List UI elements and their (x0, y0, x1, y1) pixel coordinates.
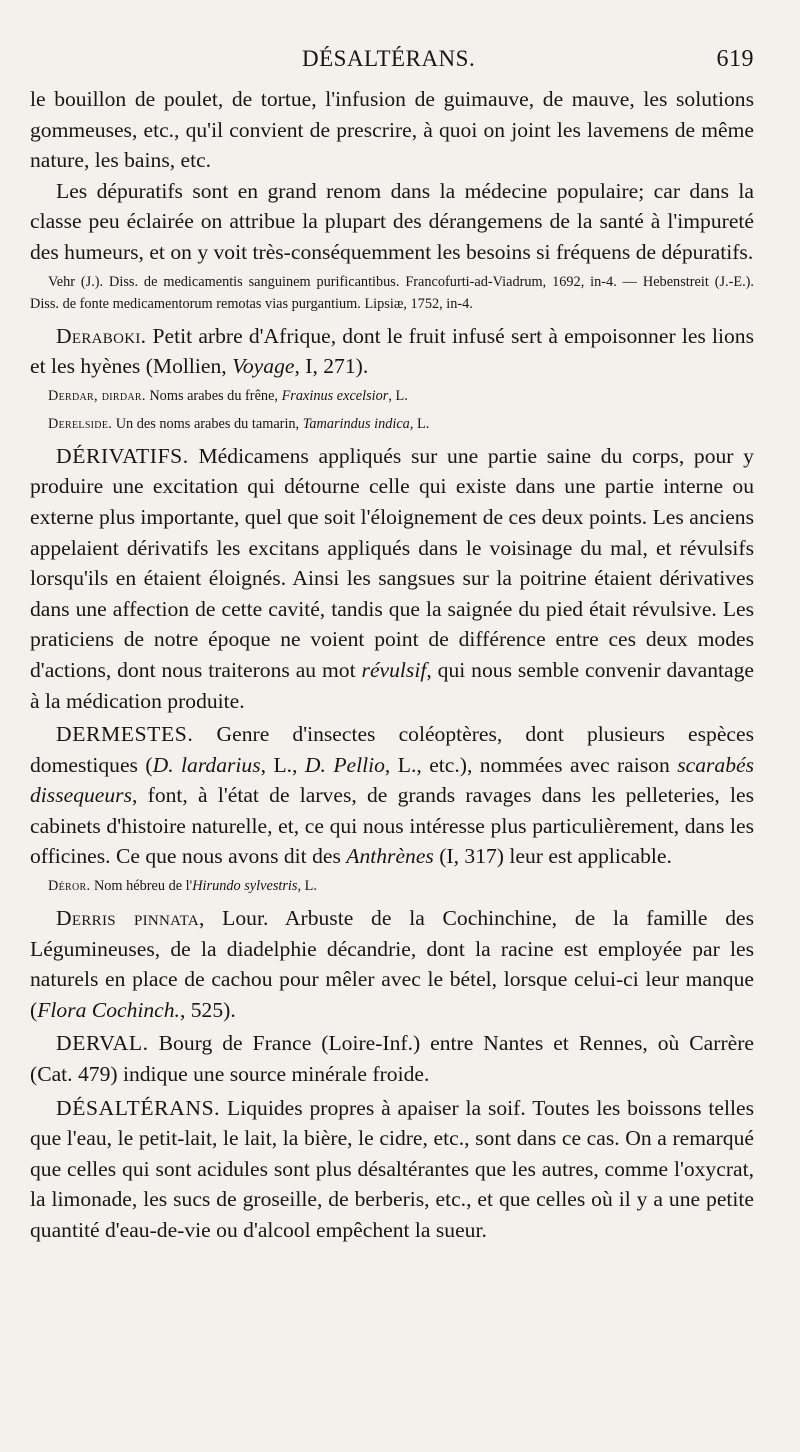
entry-derdar: Derdar, dirdar. Noms arabes du frêne, Fraxinus excelsior, L. (48, 387, 408, 404)
entry-headword: DERMESTES. (56, 722, 194, 747)
entry-headword: Deraboki. (56, 323, 147, 348)
paragraph-continuation: le bouillon de poulet, de tortue, l'infusion de guimauve, de mauve, les solutions gommeuses, etc., qu'il convient de prescrire, à quoi on joint les lavemens de même nature, les bains, etc. (30, 87, 754, 173)
entry-headword: Derelside. (48, 415, 113, 432)
entry-headword: DERVAL. (56, 1031, 149, 1056)
body-text (30, 84, 754, 1246)
entry-headword: Déror. (48, 878, 91, 895)
running-header (30, 42, 754, 84)
running-title: DÉSALTÉRANS. (302, 46, 476, 71)
entry-derval: DERVAL. Bourg de France (Loire-Inf.) entre Nantes et Rennes, où Carrère (Cat. 479) indique une source minérale froide. (30, 1031, 755, 1087)
entry-derivatifs: DÉRIVATIFS. Médicamens appliqués sur une partie saine du corps, pour y produire une excitation qui détourne celle qui existe dans une partie interne ou externe plus importante, quel que soit l'éloignement de ces deux points. Les anciens appelaient dérivatifs les excitans appliqués dans le voisinage du mal, et révulsifs lorsqu'ils en étaient éloignés. Ainsi les sangsues sur la poitrine étaient dérivatives dans une affection de cette cavité, tandis que la saignée du pied était révulsive. Les praticiens de notre époque ne voient point de différence entre ces deux modes d'actions, dont nous traiterons au mot révulsif, qui nous semble convenir davantage à la médication produite. (30, 443, 754, 713)
paragraph-depuratifs: Les dépuratifs sont en grand renom dans la médecine populaire; car dans la classe peu éclairée on attribue la plupart des dérangemens de la santé à l'impureté des humeurs, et on y voit très-conséquemment les besoins si fréquens de dépuratifs. (30, 178, 754, 264)
entry-deror: Déror. Nom hébreu de l'Hirundo sylvestris, L. (48, 878, 317, 895)
entry-headword: DÉRIVATIFS. (56, 443, 189, 468)
entry-headword: DÉSALTÉRANS. (56, 1095, 221, 1120)
entry-headword: Derdar, dirdar. (48, 387, 146, 404)
entry-headword: Derris pinnata (56, 906, 200, 931)
bibliography (30, 271, 754, 315)
entry-deraboki: Deraboki. Petit arbre d'Afrique, dont le fruit infusé sert à empoisonner les lions et les hyènes (Mollien, Voyage, I, 271). (30, 323, 754, 379)
reference-hebenstreit: Hebenstreit (J.-E.). Diss. de fonte medicamentorum remotas vias purgantium. Lipsiæ, 1752, in-4. (30, 273, 754, 312)
entry-desalterans: DÉSALTÉRANS. Liquides propres à apaiser la soif. Toutes les boissons telles que l'eau, le petit-lait, le lait, la bière, le cidre, etc., sont dans ce cas. On a remarqué que celles qui sont acidules sont plus désaltérantes que les autres, comme l'oxycrat, la limonade, les sucs de groseille, de berberis, etc., et que celles où il y a une petite quantité d'eau-de-vie ou d'alcool empêchent la sueur. (30, 1095, 754, 1242)
entry-derelside: Derelside. Un des noms arabes du tamarin, Tamarindus indica, L. (48, 415, 430, 432)
entry-dermestes: DERMESTES. Genre d'insectes coléoptères, dont plusieurs espèces domestiques (D. lardarius, L., D. Pellio, L., etc.), nommées avec raison scarabés dissequeurs, font, à l'état de larves, de grands ravages dans les pelleteries, les cabinets d'histoire naturelle, et, ce qui nous intéresse plus particulièrement, dans les officines. Ce que nous avons dit des Anthrènes (I, 317) leur est applicable. (30, 722, 754, 869)
reference-vehr: Vehr (J.). Diss. de medicamentis sanguinem purificantibus. Francofurti-ad-Viadrum, 1692, in-4. — (48, 273, 637, 290)
entry-derris-pinnata: Derris pinnata, Lour. Arbuste de la Cochinchine, de la famille des Légumineuses, de la diadelphie décandrie, dont la racine est employée par les naturels en place de cachou pour mêler avec le bétel, lorsque celui-ci leur manque (Flora Cochinch., 525). (30, 906, 754, 1022)
page-number: 619 (716, 46, 754, 72)
